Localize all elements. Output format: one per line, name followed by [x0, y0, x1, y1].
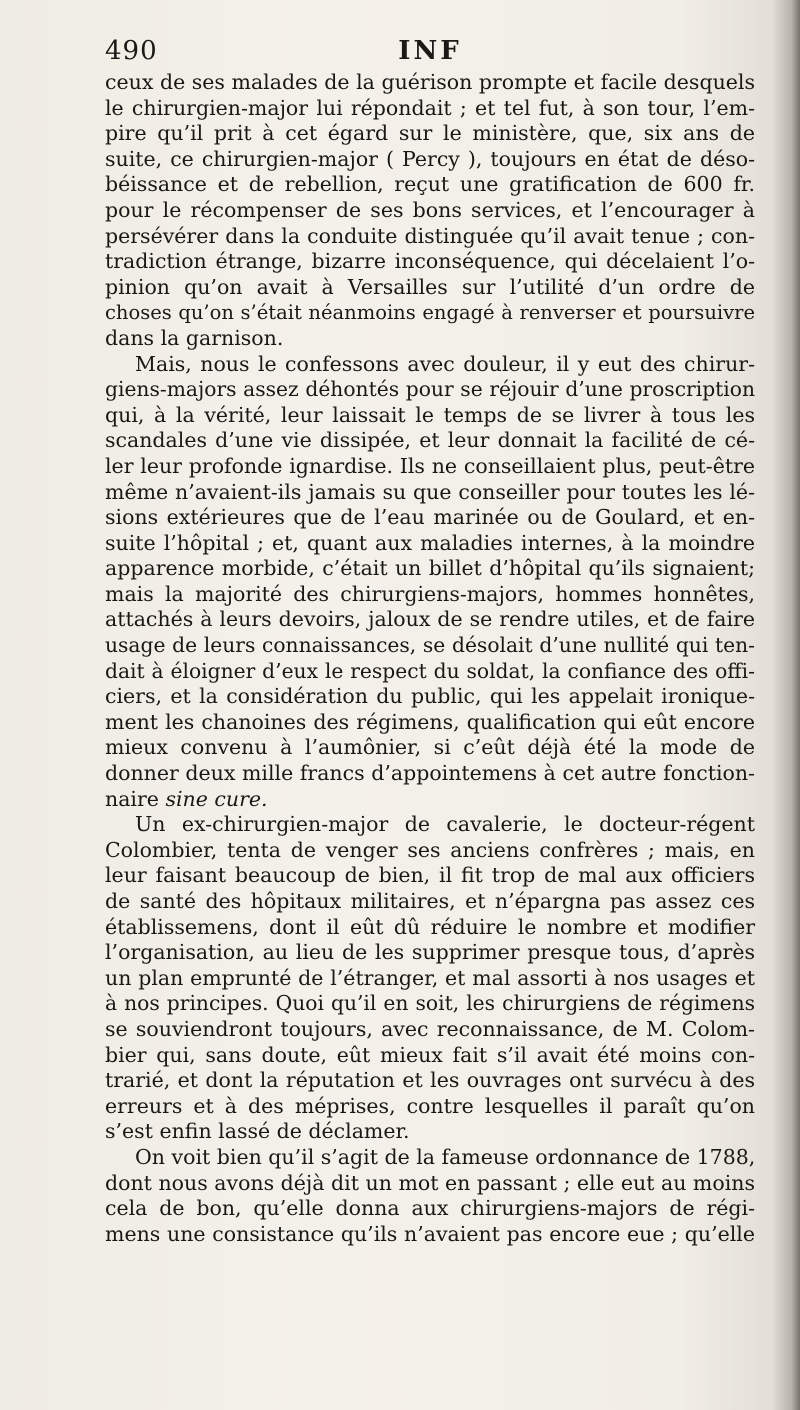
text-line: giens-majors assez déhontés pour se réjouir d’une proscription — [105, 377, 755, 402]
text-line: cela de bon, qu’elle donna aux chirurgiens-majors de régi- — [105, 1196, 755, 1221]
text-line: mais la majorité des chirurgiens-majors, hommes honnêtes, — [105, 581, 755, 606]
text-line: de santé des hôpitaux militaires, et n’épargna pas assez ces — [105, 889, 755, 913]
text-line: donner deux mille francs d’appointemens à cet autre fonction- — [105, 761, 755, 786]
paragraph-start-line: On voit bien qu’il s’agit de la fameuse ordonnance de 1788, — [135, 1144, 756, 1169]
page-header — [105, 36, 755, 70]
text-line: pinion qu’on avait à Versailles sur l’utilité d’un ordre de — [105, 274, 755, 299]
text-line: mens une consistance qu’ils n’avaient pas encore eue ; qu’elle — [105, 1221, 755, 1246]
text-line: scandales d’une vie dissipée, et leur donnait la facilité de cé- — [105, 428, 755, 453]
text-line: tradiction étrange, bizarre inconséquence, qui décelaient l’o- — [105, 249, 755, 274]
text-line: établissemens, dont il eût dû réduire le nombre et modifier — [105, 914, 755, 939]
running-head: INF — [398, 36, 462, 66]
text-line: qui, à la vérité, leur laissait le temps de se livrer à tous les — [105, 402, 755, 427]
text-line: le chirurgien-major lui répondait ; et tel fut, à son tour, l’em- — [105, 95, 755, 120]
text-line: dont nous avons déjà dit un mot en passant ; elle eut au moins — [105, 1170, 755, 1195]
italic-phrase: sine cure. — [165, 786, 268, 811]
text-line: même n’avaient-ils jamais su que conseiller pour toutes les lé- — [105, 479, 755, 504]
text-line: ment les chanoines des régimens, qualification qui eût encore — [105, 709, 755, 734]
text-line: apparence morbide, c’était un billet d’hôpital qu’ils signaient; — [105, 556, 755, 581]
text-line: ler leur profonde ignardise. Ils ne conseillaient plus, peut-être — [105, 453, 755, 478]
text-line: suite, ce chirurgien-major ( Percy ), toujours en état de déso- — [105, 146, 755, 171]
page-number: 490 — [105, 36, 158, 66]
text-line: persévérer dans la conduite distinguée qu’il avait tenue ; con- — [105, 223, 755, 248]
text-line — [105, 787, 755, 813]
paragraph-start-line: Un ex-chirurgien-major de cavalerie, le docteur-régent — [135, 812, 755, 837]
text-line: ceux de ses malades de la guérison prompte et facile desquels — [105, 70, 755, 94]
page-edge-shadow — [772, 0, 800, 1410]
text-line: leur faisant beaucoup de bien, il fit trop de mal aux officiers — [105, 863, 755, 888]
text-line: mieux convenu à l’aumônier, si c’eût déjà été la mode de — [105, 735, 755, 760]
text-fragment: naire — [105, 786, 159, 811]
text-line: à nos principes. Quoi qu’il en soit, les chirurgiens de régimens — [105, 991, 755, 1016]
text-line: Colombier, tenta de venger ses anciens confrères ; mais, en — [105, 837, 755, 862]
text-line: ciers, et la considération du public, qui les appelait ironique- — [105, 684, 755, 709]
text-line: dait à éloigner d’eux le respect du soldat, la confiance des offi- — [105, 658, 755, 683]
text-line: s’est enfin lassé de déclamer. — [105, 1119, 410, 1144]
text-line: dans la garnison. — [105, 325, 284, 350]
text-line: bier qui, sans doute, eût mieux fait s’il avait été moins con- — [105, 1042, 755, 1067]
text-line: sions extérieures que de l’eau marinée ou de Goulard, et en- — [105, 505, 755, 530]
text-line: choses qu’on s’était néanmoins engagé à renverser et poursuivre — [105, 301, 755, 325]
text-line: un plan emprunté de l’étranger, et mal assorti à nos usages et — [105, 965, 755, 990]
text-line: l’organisation, au lieu de les supprimer presque tous, d’après — [105, 940, 755, 965]
text-line: béissance et de rebellion, reçut une gratification de 600 fr. — [105, 172, 755, 197]
text-line: trarié, et dont la réputation et les ouvrages ont survécu à des — [105, 1068, 755, 1093]
text-line: se souviendront toujours, avec reconnaissance, de M. Colom- — [105, 1016, 755, 1041]
text-line: attachés à leurs devoirs, jaloux de se rendre utiles, et de faire — [105, 607, 755, 632]
text-line: pour le récompenser de ses bons services, et l’encourager à — [105, 197, 755, 222]
text-line: pire qu’il prit à cet égard sur le ministère, que, six ans de — [105, 121, 755, 146]
paragraph-start-line: Mais, nous le confessons avec douleur, il y eut des chirur- — [135, 351, 755, 376]
text-line: usage de leurs connaissances, se désolait d’une nullité qui ten- — [105, 633, 755, 658]
text-line: suite l’hôpital ; et, quant aux maladies internes, à la moindre — [105, 530, 755, 555]
text-line: erreurs et à des méprises, contre lesquelles il paraît qu’on — [105, 1093, 755, 1118]
body-text — [105, 70, 755, 1247]
